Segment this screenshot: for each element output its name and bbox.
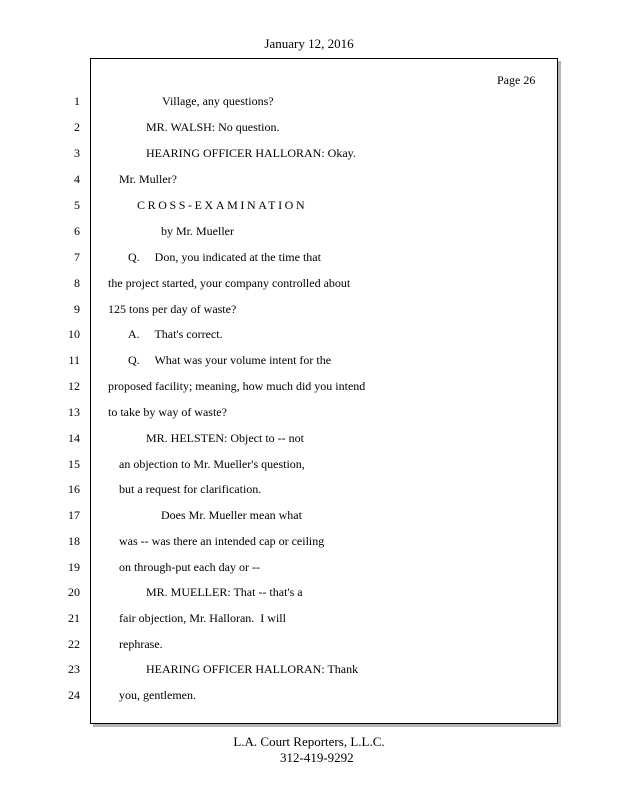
transcript-line: HEARING OFFICER HALLORAN: Okay. — [146, 146, 356, 160]
transcript-line: fair objection, Mr. Halloran. I will — [119, 611, 286, 625]
transcript-line: the project started, your company controlled about — [108, 276, 351, 290]
transcript-date: January 12, 2016 — [264, 36, 354, 51]
line-number: 8 — [74, 276, 80, 290]
line-number: 16 — [68, 482, 80, 496]
line-number: 1 — [74, 94, 80, 108]
transcript-line: 125 tons per day of waste? — [108, 302, 237, 316]
transcript-line: proposed facility; meaning, how much did you intend — [108, 379, 366, 393]
line-number: 23 — [68, 662, 80, 676]
transcript-line: rephrase. — [119, 637, 163, 651]
line-number: 3 — [74, 146, 80, 160]
line-number: 18 — [68, 534, 80, 548]
line-number: 5 — [74, 198, 80, 212]
footer-firm-name: L.A. Court Reporters, L.L.C. — [233, 734, 385, 749]
transcript-line: was -- was there an intended cap or ceiling — [119, 534, 325, 548]
line-number: 24 — [68, 688, 80, 702]
transcript-line: but a request for clarification. — [119, 482, 262, 496]
line-number: 19 — [68, 560, 80, 574]
transcript-line: MR. MUELLER: That -- that's a — [146, 585, 303, 599]
footer-phone: 312-419-9292 — [280, 750, 354, 765]
line-number: 9 — [74, 302, 80, 316]
transcript-line: Mr. Muller? — [119, 172, 177, 186]
line-number: 10 — [68, 327, 80, 341]
section-heading: CROSS-EXAMINATION — [137, 198, 308, 212]
transcript-line: by Mr. Mueller — [161, 224, 234, 238]
line-number: 15 — [68, 457, 80, 471]
transcript-line: Does Mr. Mueller mean what — [161, 508, 302, 522]
line-number: 11 — [68, 353, 80, 367]
transcript-line: Q. Don, you indicated at the time that — [128, 250, 321, 264]
transcript-line: Q. What was your volume intent for the — [128, 353, 332, 367]
transcript-line: MR. WALSH: No question. — [146, 120, 280, 134]
line-number: 4 — [74, 172, 80, 186]
transcript-line: HEARING OFFICER HALLORAN: Thank — [146, 662, 359, 676]
line-number: 17 — [68, 508, 80, 522]
line-number: 21 — [68, 611, 80, 625]
line-number: 2 — [74, 120, 80, 134]
line-number: 7 — [74, 250, 80, 264]
transcript-line: A. That's correct. — [128, 327, 223, 341]
line-number: 20 — [68, 585, 80, 599]
transcript-line: on through-put each day or -- — [119, 560, 260, 574]
line-number: 13 — [68, 405, 80, 419]
transcript-line: Village, any questions? — [162, 94, 274, 108]
line-number: 6 — [74, 224, 80, 238]
line-number: 12 — [68, 379, 80, 393]
line-number: 14 — [68, 431, 80, 445]
transcript-line: MR. HELSTEN: Object to -- not — [146, 431, 304, 445]
transcript-line: to take by way of waste? — [108, 405, 227, 419]
line-number: 22 — [68, 637, 80, 651]
transcript-line: an objection to Mr. Mueller's question, — [119, 457, 305, 471]
transcript-line: you, gentlemen. — [119, 688, 196, 702]
page-number: Page 26 — [497, 73, 536, 87]
